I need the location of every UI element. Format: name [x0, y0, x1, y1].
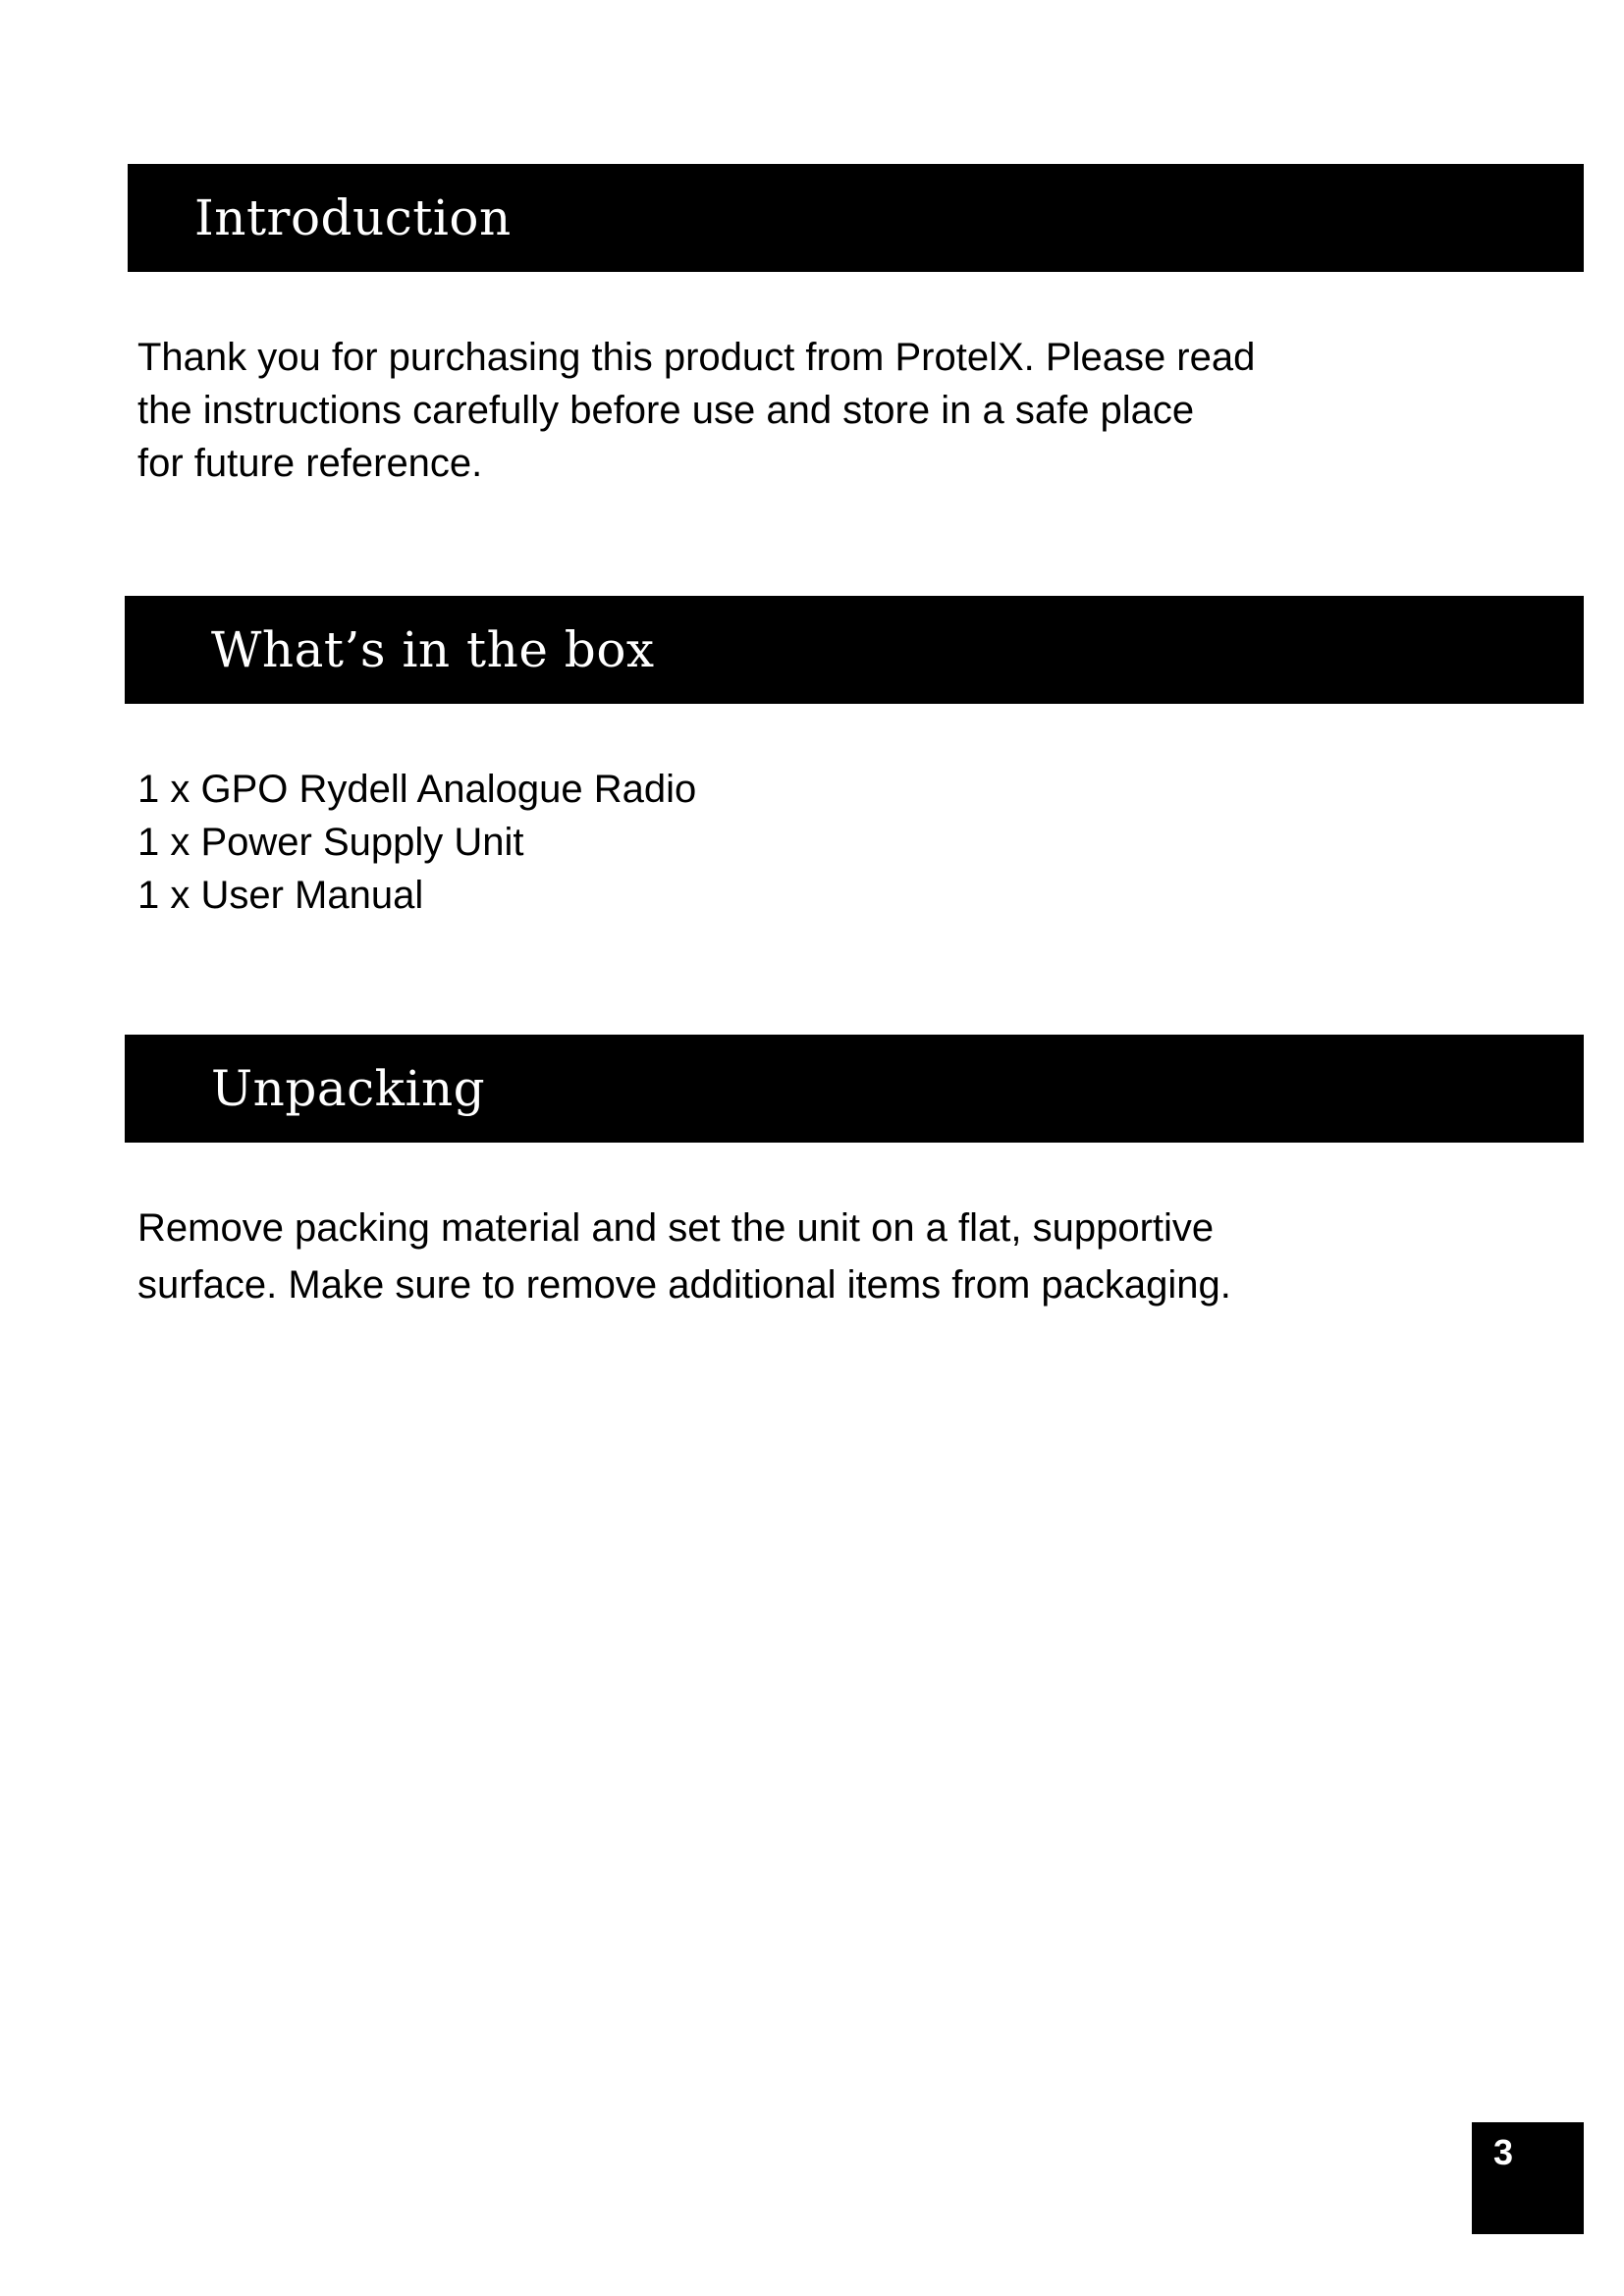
- page-number-badge: [1472, 2122, 1584, 2234]
- whats-in-the-box-heading: What’s in the box: [211, 621, 655, 678]
- whats-in-the-box-heading-bar: [125, 596, 1584, 704]
- box-contents-item: 1 x User Manual: [137, 874, 424, 917]
- unpacking-line: surface. Make sure to remove additional items from packaging.: [137, 1263, 1231, 1307]
- introduction-line: for future reference.: [137, 442, 483, 485]
- unpacking-heading-bar: [125, 1035, 1584, 1143]
- unpacking-paragraph: [137, 1200, 1231, 1313]
- introduction-heading: Introduction: [194, 189, 512, 246]
- unpacking-heading: Unpacking: [211, 1060, 486, 1117]
- introduction-line: the instructions carefully before use and store in a safe place: [137, 389, 1195, 432]
- introduction-paragraph: [137, 331, 1255, 490]
- box-contents-list: [137, 763, 696, 922]
- unpacking-line: Remove packing material and set the unit on a flat, supportive: [137, 1206, 1215, 1250]
- page-number: 3: [1493, 2132, 1514, 2172]
- introduction-heading-bar: [128, 164, 1584, 272]
- box-contents-item: 1 x GPO Rydell Analogue Radio: [137, 768, 697, 811]
- introduction-line: Thank you for purchasing this product from ProtelX. Please read: [137, 336, 1256, 379]
- box-contents-item: 1 x Power Supply Unit: [137, 821, 524, 864]
